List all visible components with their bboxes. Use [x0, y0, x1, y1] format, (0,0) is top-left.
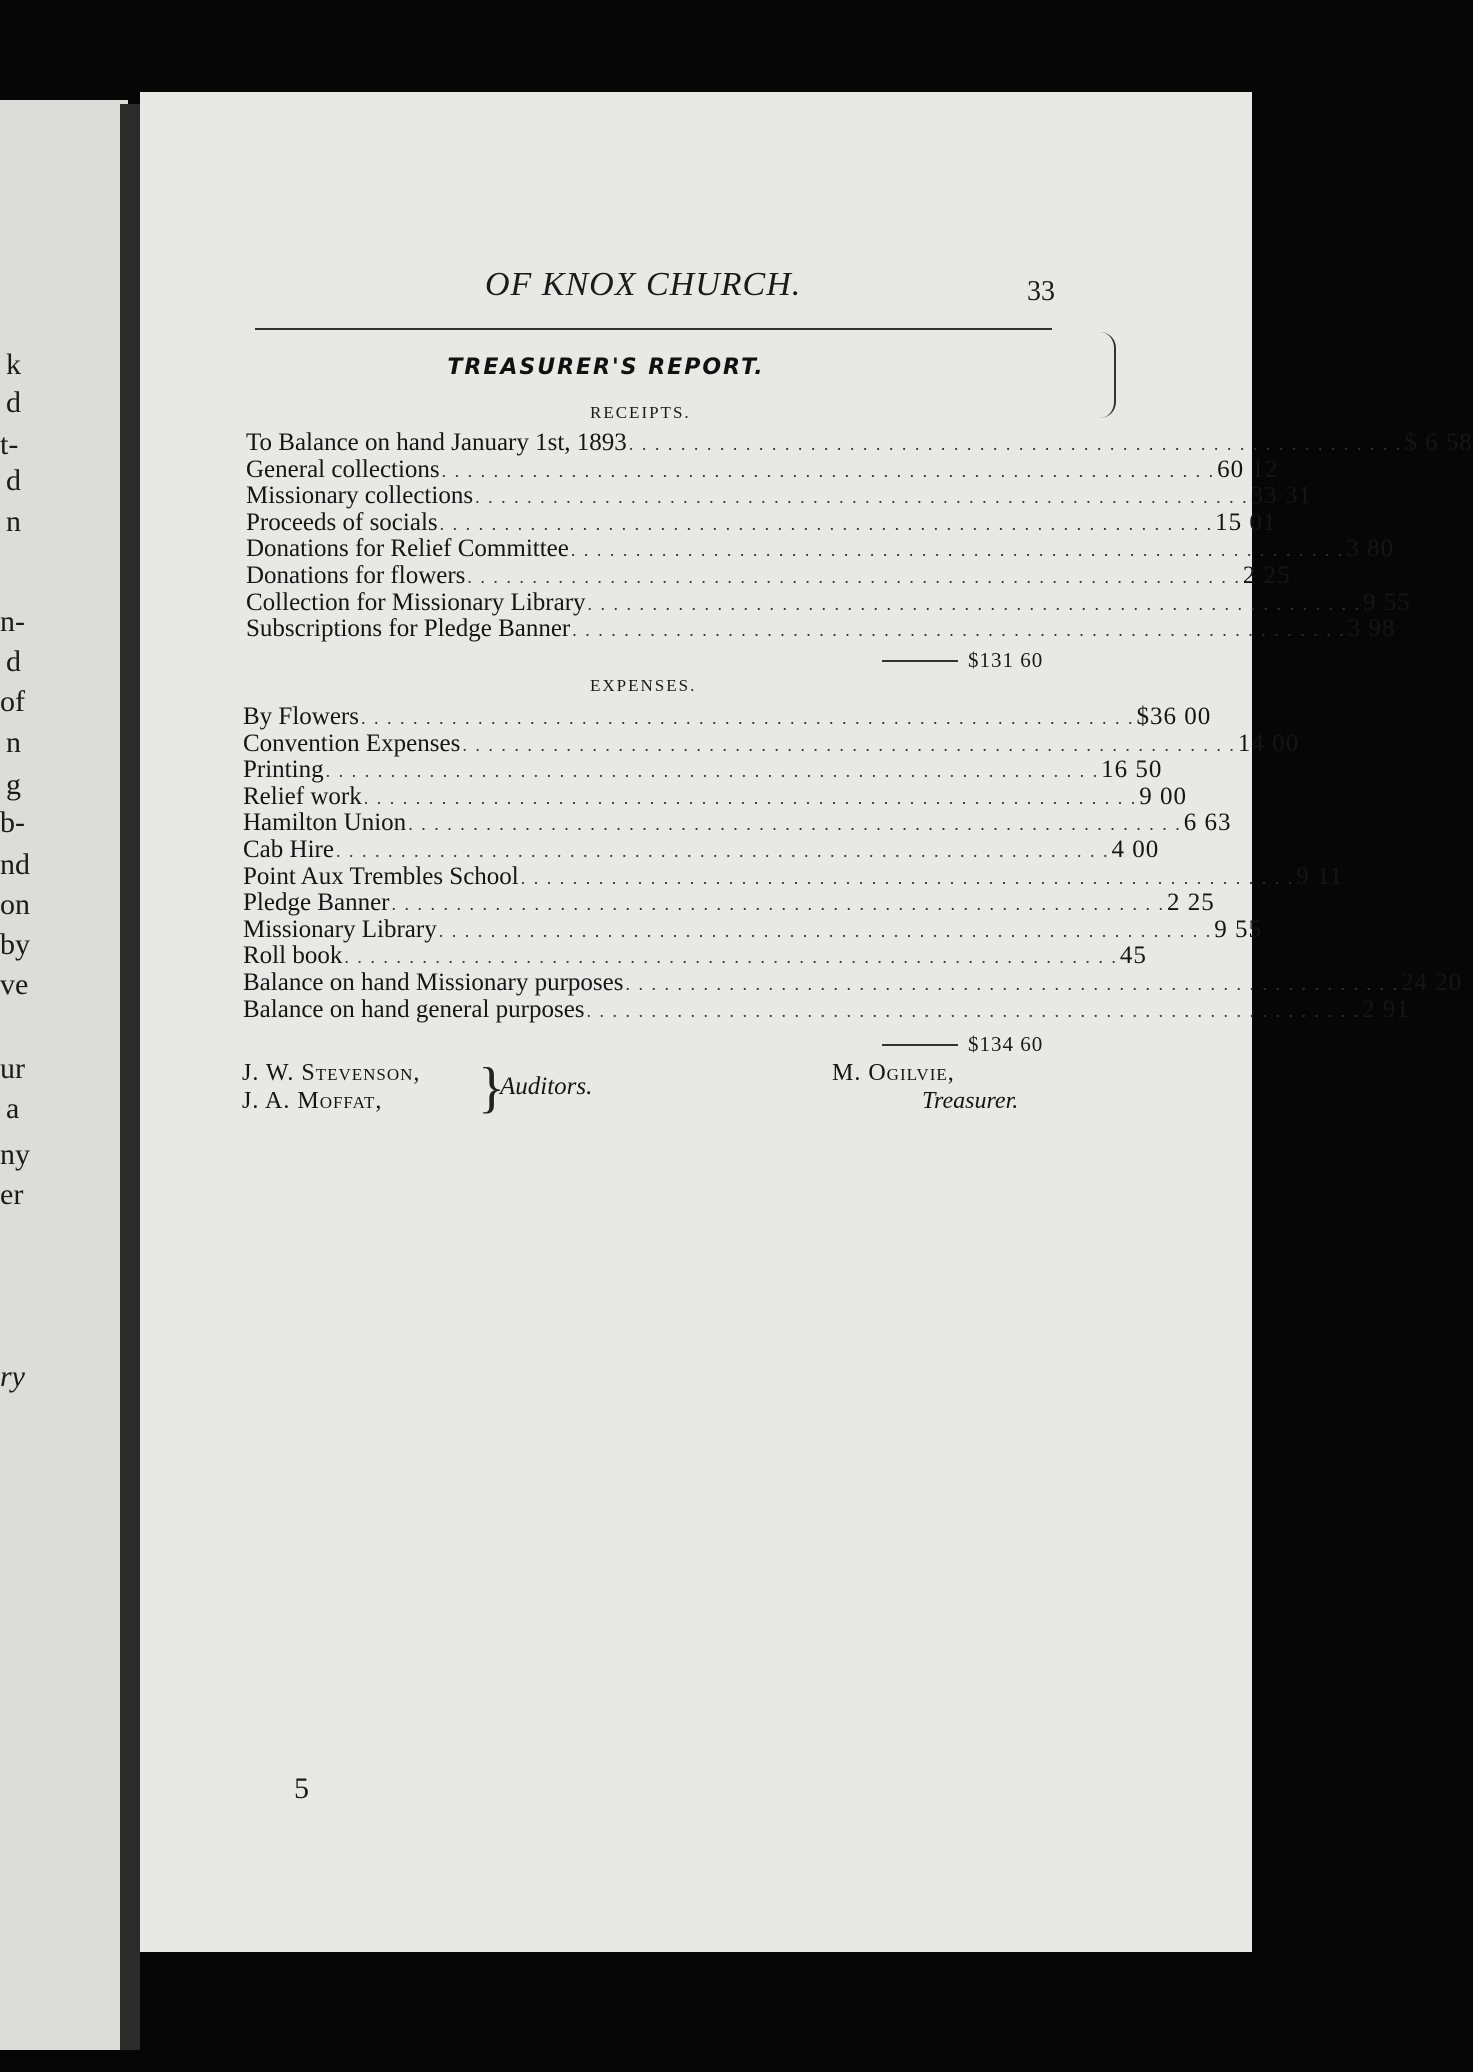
expenses-label: Relief work [243, 782, 362, 810]
receipts-amount: 60 12 [1217, 455, 1279, 483]
expenses-amount: 9 55 [1214, 915, 1262, 943]
receipts-row [246, 535, 1395, 563]
treasurer-name: M. Ogilvie, [832, 1060, 955, 1086]
receipts-row [246, 615, 1396, 643]
leader-dots: . . . . . . . . . . . . . . . . . . . . . . . . . . . . . . . . . . . . . . . . . . . . . . . . . . . . . . . . . . . . [587, 593, 1362, 614]
receipts-row [246, 455, 1279, 484]
signature-mark: 5 [294, 1772, 309, 1805]
expenses-label: Hamilton Union [243, 809, 407, 837]
expenses-row [243, 703, 1212, 731]
receipts-amount: 3 80 [1346, 535, 1395, 563]
auditor-2: J. A. Moffat, [242, 1088, 383, 1114]
receipts-amount: $ 6 58 [1404, 429, 1473, 456]
receipts-label: General collections [246, 455, 440, 483]
expenses-amount: $36 00 [1136, 703, 1212, 730]
expenses-label: Roll book [243, 942, 343, 970]
receipts-total-rule [882, 660, 958, 662]
expenses-total: $134 60 [968, 1032, 1044, 1056]
leader-dots: . . . . . . . . . . . . . . . . . . . . . . . . . . . . . . . . . . . . . . . . . . . . . . . . . . . . . . . . . . . . [467, 566, 1241, 587]
expenses-label: Pledge Banner [243, 889, 390, 917]
leader-dots: . . . . . . . . . . . . . . . . . . . . . . . . . . . . . . . . . . . . . . . . . . . . . . . . . . . . . . . . . . . . [628, 434, 1403, 454]
expenses-amount: 2 91 [1362, 995, 1410, 1023]
treasurer-title: Treasurer. [922, 1088, 1019, 1114]
facing-page-fragment: er [0, 1178, 24, 1211]
receipts-label: Subscriptions for Pledge Banner [246, 615, 571, 643]
facing-page-fragment: a [6, 1092, 20, 1125]
receipts-amount: 9 55 [1363, 588, 1411, 616]
facing-page-fragment: ur [0, 1052, 25, 1085]
facing-page-fragment: k [6, 348, 21, 381]
receipts-list [246, 429, 1473, 643]
header-rule [255, 328, 1052, 330]
report-title: TREASURER'S REPORT. [447, 355, 765, 380]
facing-page-fragment: t- [0, 428, 19, 461]
facing-page-fragment: by [0, 928, 30, 961]
expenses-row [243, 915, 1262, 944]
receipts-label: Donations for Relief Committee [246, 535, 569, 563]
receipts-label: Proceeds of socials [246, 508, 438, 536]
expenses-amount: 24 20 [1400, 968, 1463, 996]
leader-dots: . . . . . . . . . . . . . . . . . . . . . . . . . . . . . . . . . . . . . . . . . . . . . . . . . . . . . . . . . . . . [570, 540, 1345, 561]
receipts-row [246, 588, 1411, 617]
facing-page-fragment: n- [0, 605, 25, 638]
facing-page-fragment: ny [0, 1138, 30, 1171]
receipts-row [246, 561, 1291, 590]
expenses-heading: EXPENSES. [590, 676, 697, 695]
facing-page [0, 100, 128, 2050]
expenses-row [243, 995, 1410, 1024]
leader-dots: . . . . . . . . . . . . . . . . . . . . . . . . . . . . . . . . . . . . . . . . . . . . . . . . . . . . . . . . . . . . [335, 840, 1110, 861]
expenses-amount: 2 25 [1166, 889, 1215, 917]
expenses-label: Point Aux Trembles School [243, 862, 519, 890]
facing-page-fragment: g [6, 768, 21, 801]
expenses-label: Printing [243, 756, 324, 784]
facing-page-fragment: b- [0, 806, 25, 839]
expenses-row [243, 756, 1163, 784]
expenses-row [243, 968, 1463, 997]
expenses-label: Cab Hire [243, 835, 334, 863]
leader-dots: . . . . . . . . . . . . . . . . . . . . . . . . . . . . . . . . . . . . . . . . . . . . . . . . . . . . . . . . . . . . [572, 620, 1346, 641]
expenses-amount: 16 50 [1101, 756, 1163, 784]
leader-dots: . . . . . . . . . . . . . . . . . . . . . . . . . . . . . . . . . . . . . . . . . . . . . . . . . . . . . . . . . . . . [441, 460, 1216, 481]
leader-dots: . . . . . . . . . . . . . . . . . . . . . . . . . . . . . . . . . . . . . . . . . . . . . . . . . . . . . . . . . . . . [391, 894, 1165, 915]
receipts-row [246, 508, 1277, 537]
leader-dots: . . . . . . . . . . . . . . . . . . . . . . . . . . . . . . . . . . . . . . . . . . . . . . . . . . . . . . . . . . . . [438, 920, 1213, 941]
leader-dots: . . . . . . . . . . . . . . . . . . . . . . . . . . . . . . . . . . . . . . . . . . . . . . . . . . . . . . . . . . . . [408, 814, 1182, 835]
expenses-row [243, 942, 1147, 970]
expenses-label: Balance on hand general purposes [243, 995, 585, 1023]
auditors-label: Auditors. [500, 1073, 593, 1100]
auditors-brace: } [478, 1057, 505, 1119]
leader-dots: . . . . . . . . . . . . . . . . . . . . . . . . . . . . . . . . . . . . . . . . . . . . . . . . . . . . . . . . . . . . [586, 1000, 1361, 1021]
facing-page-fragment: ve [0, 968, 29, 1001]
expenses-total-rule [882, 1044, 958, 1046]
expenses-row [243, 809, 1232, 837]
expenses-row [243, 862, 1344, 891]
leader-dots: . . . . . . . . . . . . . . . . . . . . . . . . . . . . . . . . . . . . . . . . . . . . . . . . . . . . . . . . . . . . [520, 867, 1295, 888]
receipts-amount: 33 31 [1250, 482, 1312, 510]
expenses-label: Balance on hand Missionary purposes [243, 968, 624, 996]
receipts-label: Donations for flowers [246, 561, 466, 589]
expenses-label: Missionary Library [243, 915, 437, 943]
expenses-amount: 6 63 [1183, 809, 1232, 837]
expenses-amount: 9 00 [1139, 782, 1187, 810]
facing-page-fragment: ry [0, 1360, 25, 1393]
leader-dots: . . . . . . . . . . . . . . . . . . . . . . . . . . . . . . . . . . . . . . . . . . . . . . . . . . . . . . . . . . . . [360, 708, 1135, 728]
receipts-label: Collection for Missionary Library [246, 588, 586, 616]
receipts-amount: 3 98 [1347, 615, 1396, 643]
report-title-wrap [0, 355, 1112, 380]
expenses-row [243, 835, 1160, 864]
expenses-amount: 9 11 [1296, 862, 1344, 890]
leader-dots: . . . . . . . . . . . . . . . . . . . . . . . . . . . . . . . . . . . . . . . . . . . . . . . . . . . . . . . . . . . . [439, 513, 1214, 534]
facing-page-fragment: n [6, 505, 21, 538]
expenses-row [243, 782, 1187, 811]
receipts-amount: 15 01 [1215, 508, 1277, 536]
auditor-1: J. W. Stevenson, [242, 1060, 421, 1086]
expenses-amount: 14 00 [1237, 729, 1300, 757]
facing-page-fragment: nd [0, 848, 30, 881]
receipts-row [246, 429, 1473, 457]
facing-page-fragment: d [6, 645, 21, 678]
receipts-total: $131 60 [968, 648, 1044, 672]
expenses-row [243, 889, 1215, 917]
expenses-list [243, 703, 1463, 1023]
leader-dots: . . . . . . . . . . . . . . . . . . . . . . . . . . . . . . . . . . . . . . . . . . . . . . . . . . . . . . . . . . . . [344, 947, 1118, 968]
receipts-amount: 2 25 [1242, 561, 1291, 589]
running-head: OF KNOX CHURCH. [485, 266, 802, 303]
page-number: 33 [1027, 276, 1055, 307]
facing-page-fragment: of [0, 685, 25, 718]
leader-dots: . . . . . . . . . . . . . . . . . . . . . . . . . . . . . . . . . . . . . . . . . . . . . . . . . . . . . . . . . . . . [462, 734, 1236, 755]
expenses-amount: 45 [1119, 942, 1147, 970]
receipts-label: To Balance on hand January 1st, 1893 [246, 429, 627, 456]
receipts-row [246, 482, 1312, 510]
facing-page-fragment: n [6, 726, 21, 759]
expenses-amount: 4 00 [1111, 835, 1160, 863]
facing-page-fragment: d [6, 464, 21, 497]
receipts-label: Missionary collections [246, 482, 474, 510]
leader-dots: . . . . . . . . . . . . . . . . . . . . . . . . . . . . . . . . . . . . . . . . . . . . . . . . . . . . . . . . . . . . [325, 761, 1100, 782]
expenses-label: By Flowers [243, 703, 359, 730]
facing-page-fragment: on [0, 888, 30, 921]
receipts-heading: RECEIPTS. [590, 403, 691, 422]
facing-page-fragment: d [6, 386, 21, 419]
expenses-label: Convention Expenses [243, 729, 461, 757]
leader-dots: . . . . . . . . . . . . . . . . . . . . . . . . . . . . . . . . . . . . . . . . . . . . . . . . . . . . . . . . . . . . [625, 973, 1399, 994]
book-binding [120, 104, 140, 2050]
expenses-row [243, 729, 1300, 758]
leader-dots: . . . . . . . . . . . . . . . . . . . . . . . . . . . . . . . . . . . . . . . . . . . . . . . . . . . . . . . . . . . . [475, 487, 1249, 508]
leader-dots: . . . . . . . . . . . . . . . . . . . . . . . . . . . . . . . . . . . . . . . . . . . . . . . . . . . . . . . . . . . . [363, 787, 1138, 808]
